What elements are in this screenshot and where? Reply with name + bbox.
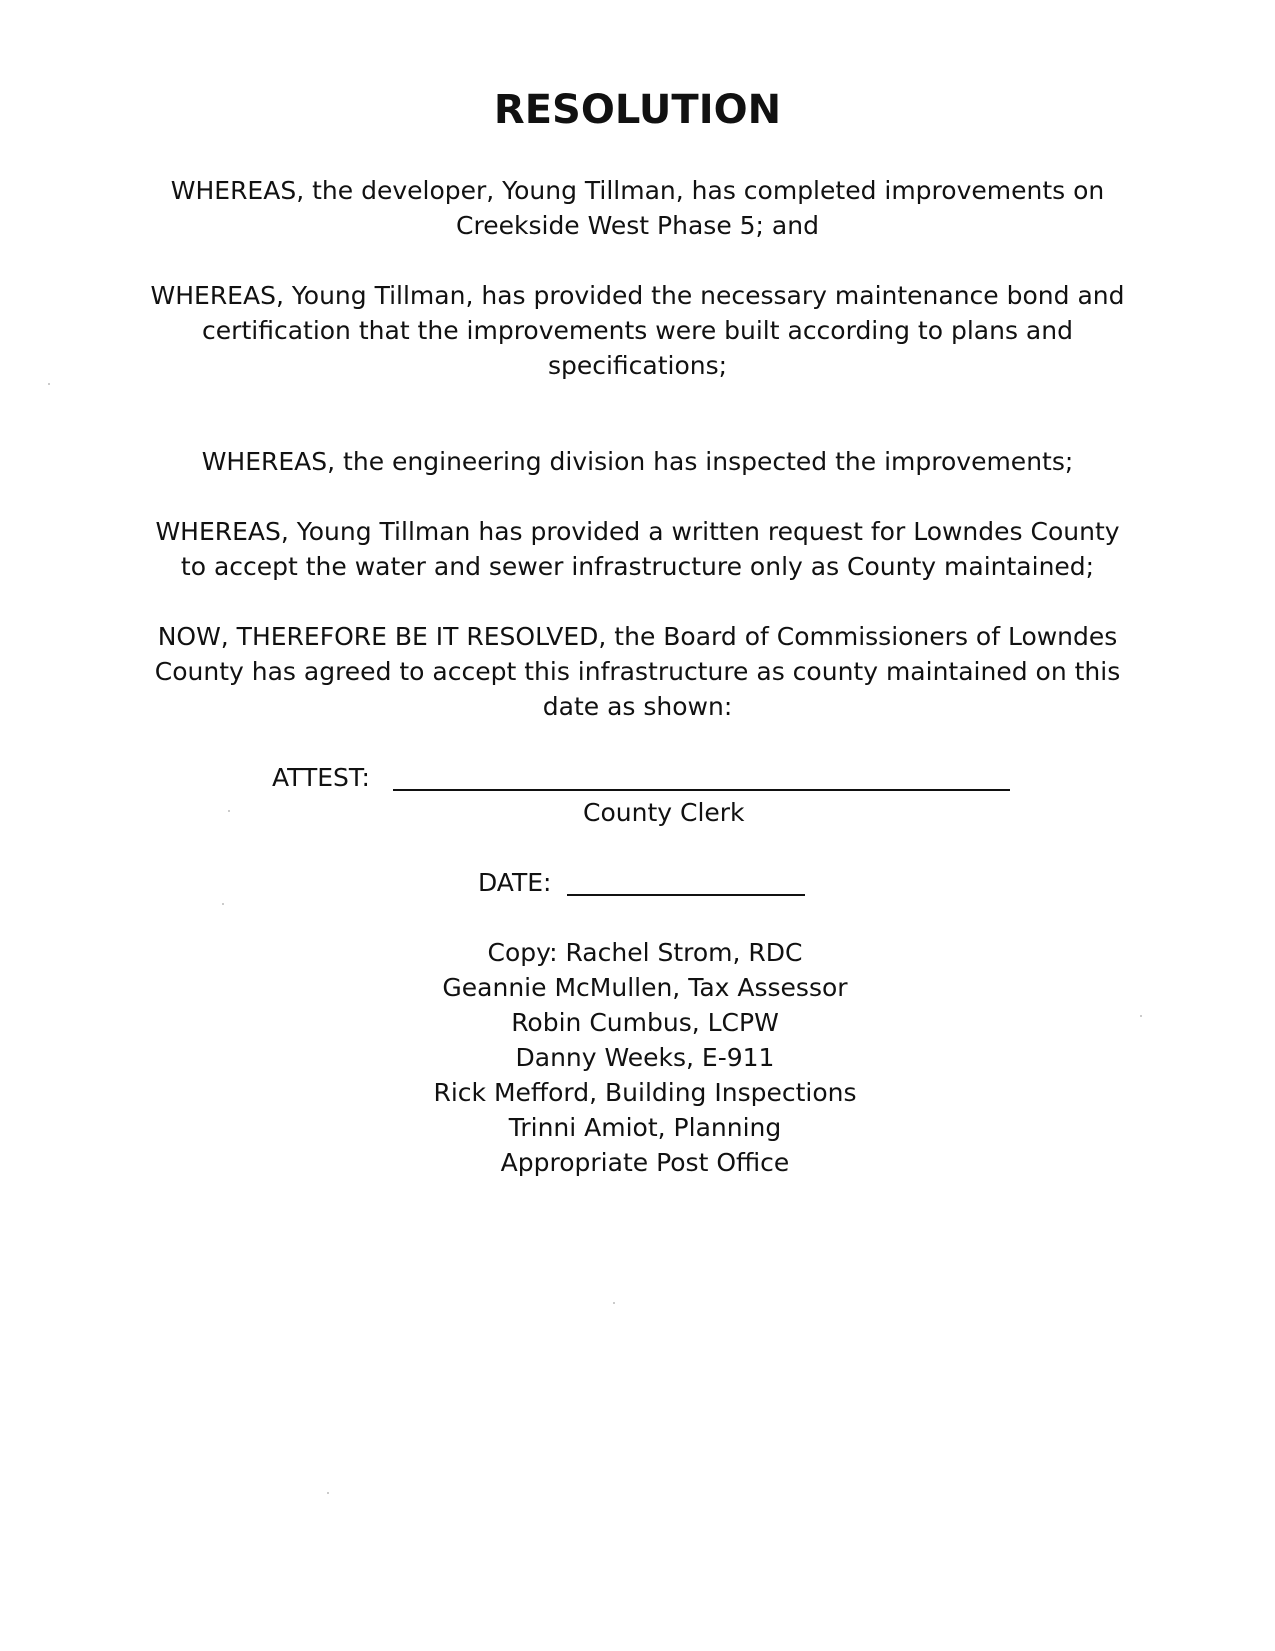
paragraph-line: WHEREAS, the engineering division has inspected the improvements; xyxy=(201,447,1074,476)
paragraph-line: specifications; xyxy=(547,351,728,380)
date-label: DATE: xyxy=(478,868,552,897)
scan-speck xyxy=(1140,1015,1142,1017)
scan-speck xyxy=(48,383,50,385)
scan-speck xyxy=(222,903,224,905)
scan-speck xyxy=(327,1492,329,1494)
paragraph-line: WHEREAS, Young Tillman, has provided the necessary maintenance bond and xyxy=(150,281,1125,310)
list-item: Geannie McMullen, Tax Assessor xyxy=(442,973,848,1002)
copy-distribution-list xyxy=(340,935,950,1180)
attest-label: ATTEST: xyxy=(272,763,370,792)
attest-signature-line xyxy=(393,789,1010,791)
paragraph-line: certification that the improvements were built according to plans and xyxy=(202,316,1073,345)
list-item: Danny Weeks, E-911 xyxy=(515,1043,775,1072)
paragraph-line: NOW, THEREFORE BE IT RESOLVED, the Board of Commissioners of Lowndes xyxy=(157,622,1118,651)
list-item: Rick Mefford, Building Inspections xyxy=(433,1078,857,1107)
date-signature-line xyxy=(567,894,805,896)
list-item: Appropriate Post Office xyxy=(500,1148,790,1177)
document-title: RESOLUTION xyxy=(493,87,782,133)
paragraph-line: Creekside West Phase 5; and xyxy=(456,211,819,240)
paragraph-line: WHEREAS, the developer, Young Tillman, has completed improvements on xyxy=(170,176,1105,205)
whereas-paragraph-bond xyxy=(130,278,1145,383)
scan-speck xyxy=(613,1302,615,1304)
list-item: Copy: Rachel Strom, RDC xyxy=(487,938,803,967)
scan-speck xyxy=(228,810,230,812)
paragraph-line: to accept the water and sewer infrastructure only as County maintained; xyxy=(180,552,1095,581)
whereas-paragraph-inspection xyxy=(130,444,1145,479)
whereas-paragraph-request xyxy=(130,514,1145,584)
list-item: Trinni Amiot, Planning xyxy=(508,1113,782,1142)
paragraph-line: date as shown: xyxy=(542,692,733,721)
resolved-paragraph xyxy=(130,619,1145,724)
signer-title: County Clerk xyxy=(583,798,745,827)
whereas-paragraph-developer xyxy=(130,173,1145,243)
paragraph-line: WHEREAS, Young Tillman has provided a written request for Lowndes County xyxy=(155,517,1120,546)
list-item: Robin Cumbus, LCPW xyxy=(511,1008,779,1037)
paragraph-line: County has agreed to accept this infrastructure as county maintained on this xyxy=(154,657,1121,686)
